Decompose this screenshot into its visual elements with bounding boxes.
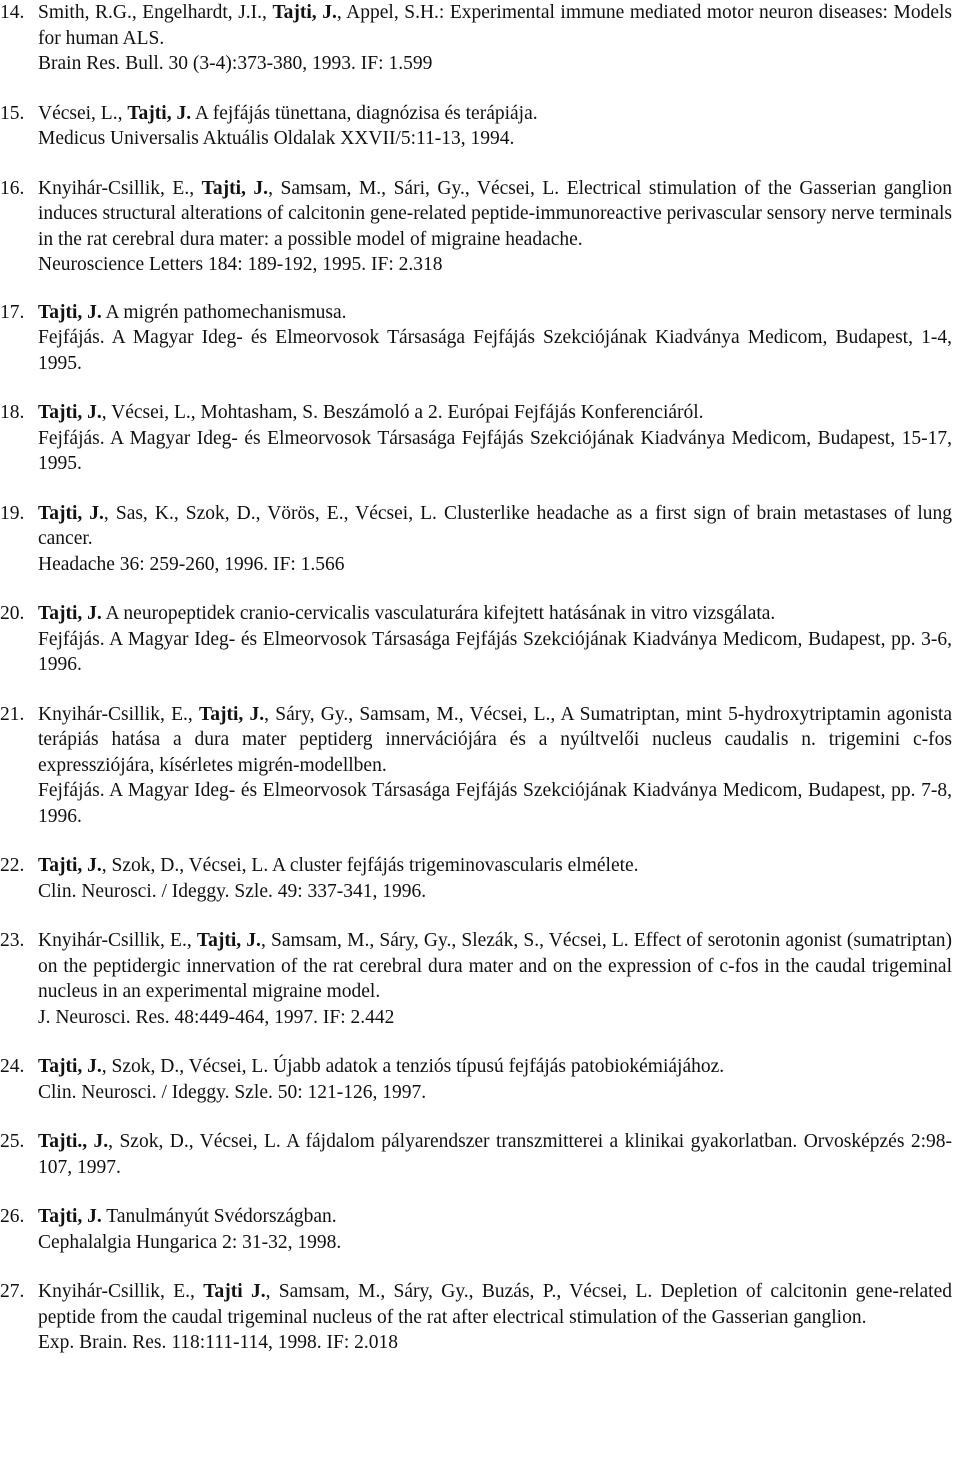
entry-source: Brain Res. Bull. 30 (3-4):373-380, 1993. IF: 1.599 bbox=[38, 53, 433, 74]
publication-entry-17 bbox=[0, 300, 952, 377]
entry-citation: Tajti, J., Vécsei, L., Mohtasham, S. Beszámoló a 2. Európai Fejfájás Konferenciáról. bbox=[38, 402, 704, 423]
entry-source: Fejfájás. A Magyar Ideg- és Elmeorvosok Társasága Fejfájás Szekciójának Kiadványa Medicom, Budapest, pp. 3-6, 1996. bbox=[38, 628, 952, 675]
publication-entry-24 bbox=[0, 1054, 952, 1105]
publication-entry-26 bbox=[0, 1204, 952, 1255]
entry-number: 18. bbox=[0, 402, 25, 423]
entry-source: Cephalalgia Hungarica 2: 31-32, 1998. bbox=[38, 1231, 342, 1253]
entry-citation: Tajti, J., Sas, K., Szok, D., Vörös, E., Vécsei, L. Clusterlike headache as a first sign of brain metastases of lung cancer. bbox=[38, 502, 952, 549]
entry-citation: Knyihár-Csillik, E., Tajti, J., Sáry, Gy., Samsam, M., Vécsei, L., A Sumatriptan, mint 5-hydroxytriptamin agonista terápiás hatása a dura mater peptiderg innervációjára és a nyúltvelői nucleus caudalis n. trigemini c-fos expressziójára, kísérletes migrén-modellben. bbox=[38, 703, 953, 776]
entry-citation: Tajti, J., Szok, D., Vécsei, L. Újabb adatok a tenziós típusú fejfájás patobiokémiájához. bbox=[38, 1056, 725, 1077]
publication-entry-25 bbox=[0, 1129, 952, 1180]
entry-citation: Smith, R.G., Engelhardt, J.I., Tajti, J., Appel, S.H.: Experimental immune mediated motor neuron diseases: Models for human ALS. bbox=[38, 2, 952, 49]
entry-source: J. Neurosci. Res. 48:449-464, 1997. IF: 2.442 bbox=[38, 1006, 395, 1028]
entry-citation: Tajti, J., Szok, D., Vécsei, L. A cluster fejfájás trigeminovascularis elmélete. bbox=[38, 855, 639, 876]
entry-citation: Tajti., J., Szok, D., Vécsei, L. A fájdalom pályarendszer transzmitterei a klinikai gyakorlatban. Orvosképzés 2:98-107, 1997. bbox=[38, 1131, 953, 1178]
entry-number: 16. bbox=[0, 177, 25, 199]
entry-number: 22. bbox=[0, 855, 25, 876]
entry-source: Clin. Neurosci. / Ideggy. Szle. 49: 337-341, 1996. bbox=[38, 880, 427, 902]
publication-entry-14 bbox=[0, 0, 952, 77]
entry-number: 23. bbox=[0, 930, 25, 951]
entry-citation: Tajti, J. Tanulmányút Svédországban. bbox=[38, 1206, 337, 1227]
entry-source: Medicus Universalis Aktuális Oldalak XXVII/5:11-13, 1994. bbox=[38, 128, 515, 149]
entry-number: 26. bbox=[0, 1206, 25, 1227]
publication-entry-18 bbox=[0, 400, 952, 477]
publication-entry-19 bbox=[0, 501, 952, 578]
entry-citation: Knyihár-Csillik, E., Tajti, J., Samsam, M., Sári, Gy., Vécsei, L. Electrical stimulation of the Gasserian ganglion induces structural alterations of calcitonin gene-related peptide-immunoreactive perivascular sensory nerve terminals in the rat cerebral dura mater: a possible model of migraine headache. bbox=[38, 177, 953, 250]
publication-entry-22 bbox=[0, 853, 952, 904]
entry-number: 17. bbox=[0, 301, 25, 323]
entry-number: 15. bbox=[0, 102, 25, 124]
entry-citation: Tajti, J. A migrén pathomechanismusa. bbox=[38, 301, 347, 323]
publication-entry-21 bbox=[0, 702, 952, 830]
entry-number: 14. bbox=[0, 2, 25, 23]
publication-entry-20 bbox=[0, 601, 952, 678]
publication-entry-23 bbox=[0, 928, 952, 1030]
entry-citation: Vécsei, L., Tajti, J. A fejfájás tünettana, diagnózisa és terápiája. bbox=[38, 102, 538, 124]
entry-source: Exp. Brain. Res. 118:111-114, 1998. IF: 2.018 bbox=[38, 1332, 399, 1353]
entry-number: 25. bbox=[0, 1131, 25, 1152]
entry-source: Clin. Neurosci. / Ideggy. Szle. 50: 121-126, 1997. bbox=[38, 1081, 427, 1103]
entry-number: 19. bbox=[0, 502, 25, 524]
entry-citation: Knyihár-Csillik, E., Tajti J., Samsam, M., Sáry, Gy., Buzás, P., Vécsei, L. Depletion of calcitonin gene-related peptide from the caudal trigeminal nucleus of the rat after electrical stimulation of the Gasserian ganglion. bbox=[38, 1281, 952, 1328]
entry-source: Fejfájás. A Magyar Ideg- és Elmeorvosok Társasága Fejfájás Szekciójának Kiadványa Medicom, Budapest, pp. 7-8, 1996. bbox=[38, 780, 952, 827]
entry-number: 27. bbox=[0, 1281, 25, 1302]
entry-citation: Tajti, J. A neuropeptidek cranio-cervicalis vasculaturára kifejtett hatásának in vitro vizsgálata. bbox=[38, 603, 776, 624]
entry-number: 20. bbox=[0, 603, 25, 624]
entry-source: Fejfájás. A Magyar Ideg- és Elmeorvosok Társasága Fejfájás Szekciójának Kiadványa Medicom, Budapest, 15-17, 1995. bbox=[38, 427, 952, 474]
entry-source: Headache 36: 259-260, 1996. IF: 1.566 bbox=[38, 553, 345, 575]
entry-citation: Knyihár-Csillik, E., Tajti, J., Samsam, M., Sáry, Gy., Slezák, S., Vécsei, L. Effect of serotonin agonist (sumatriptan) on the peptidergic innervation of the rat cerebral dura mater and on the expression of c-fos in the caudal trigeminal nucleus in an experimental migraine model. bbox=[38, 930, 952, 1002]
publication-entry-16 bbox=[0, 176, 952, 278]
publication-entry-15 bbox=[0, 101, 952, 152]
entry-number: 24. bbox=[0, 1056, 25, 1077]
entry-source: Neuroscience Letters 184: 189-192, 1995. IF: 2.318 bbox=[38, 254, 443, 275]
publication-entry-27 bbox=[0, 1279, 952, 1356]
entry-number: 21. bbox=[0, 703, 25, 725]
entry-source: Fejfájás. A Magyar Ideg- és Elmeorvosok Társasága Fejfájás Szekciójának Kiadványa Medicom, Budapest, 1-4, 1995. bbox=[38, 327, 952, 374]
